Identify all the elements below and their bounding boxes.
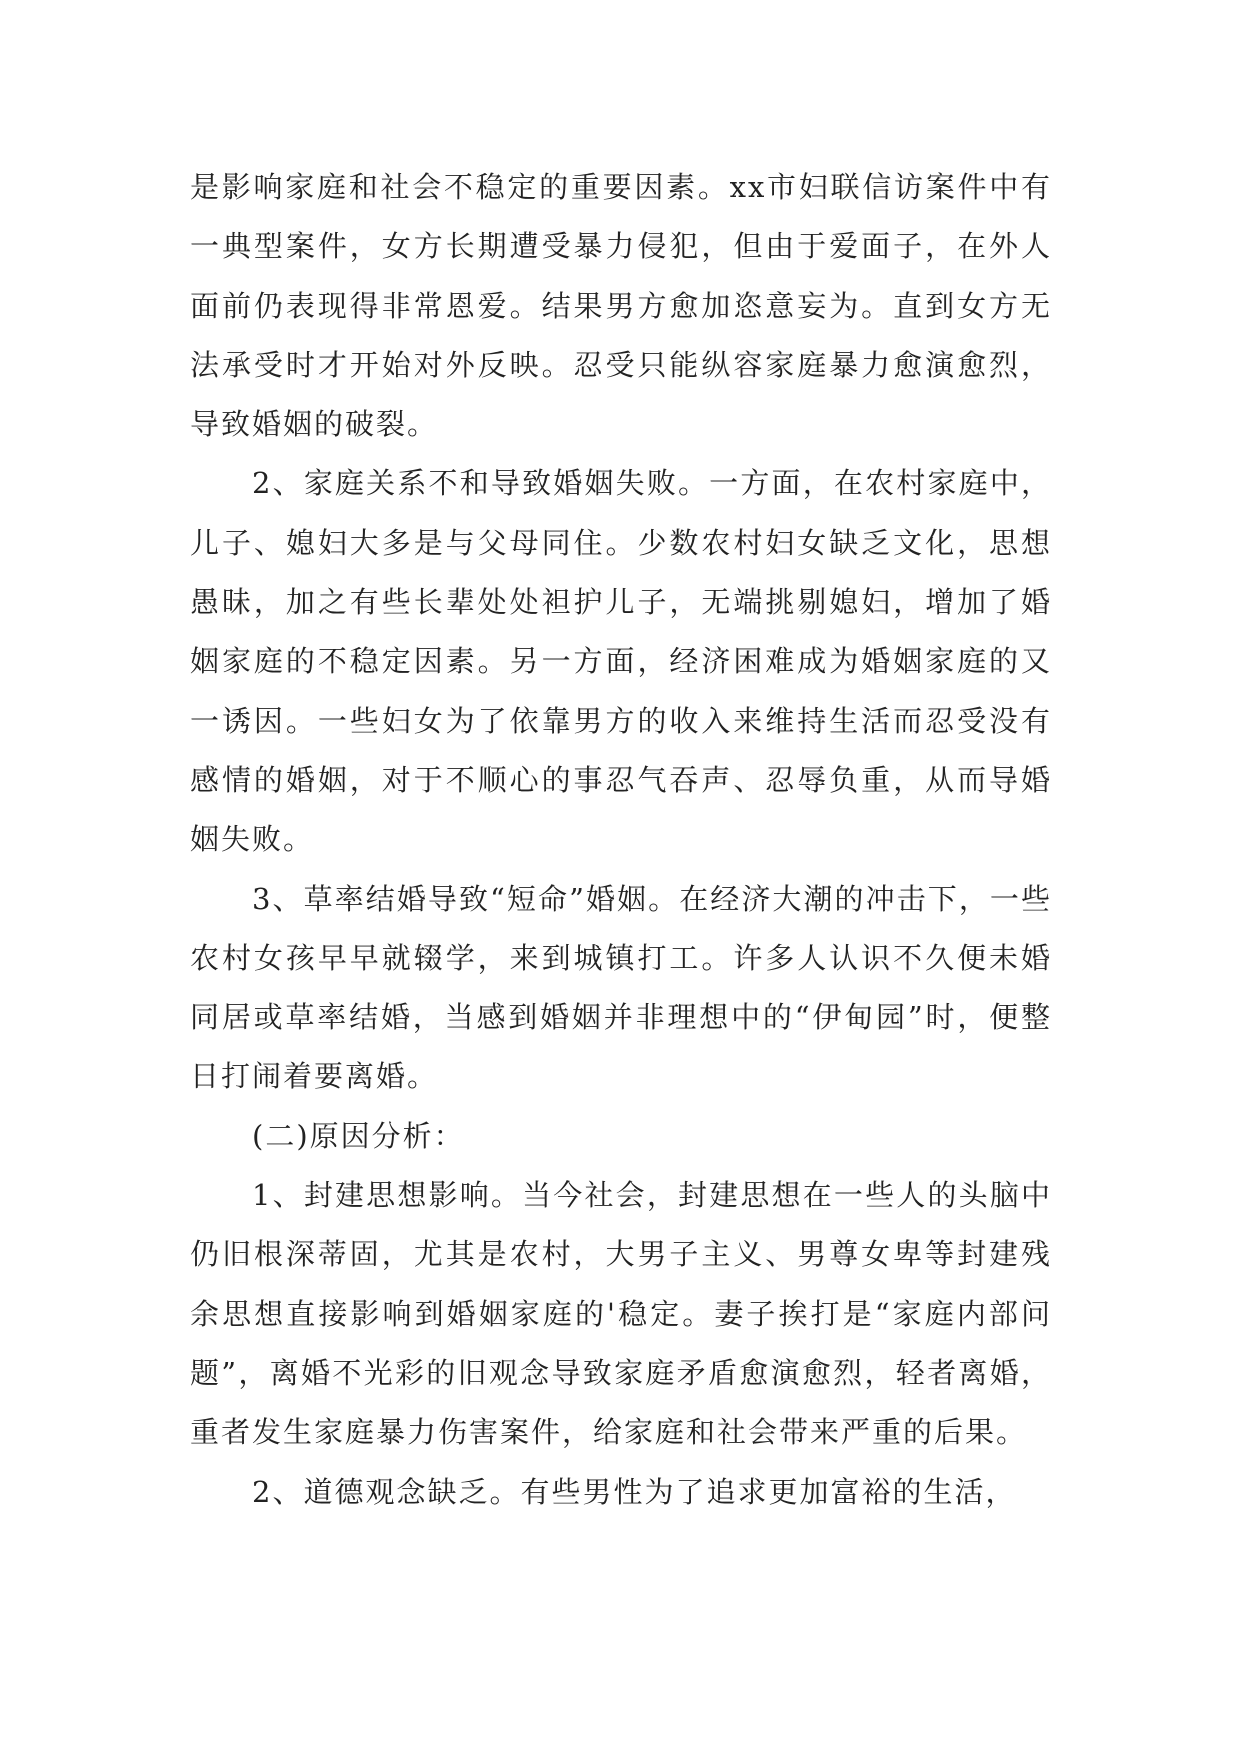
paragraph-moral-concepts: 2、道德观念缺乏。有些男性为了追求更加富裕的生活， [252,1474,1017,1509]
paragraph-family-relations: 2、家庭关系不和导致婚姻失败。一方面，在农村家庭中，儿子、媳妇大多是与父母同住。少数农村妇女缺乏文化，思想愚昧，加之有些长辈处处袒护儿子，无端挑剔媳妇，增加了婚姻家庭的不稳定因素。另一方面，经济困难成为婚姻家庭的又一诱因。一些妇女为了依靠男方的收入来维持生活而忍受没有感情的婚姻，对于不顺心的事忍气吞声、忍辱负重，从而导婚姻失败。 [190,466,1052,857]
paragraph-hasty-marriage: 3、草率结婚导致“短命”婚姻。在经济大潮的冲击下，一些农村女孩早早就辍学，来到城镇打工。许多人认识不久便未婚同居或草率结婚，当感到婚姻并非理想中的“伊甸园”时，便整日打闹着要离婚。 [190,881,1052,1094]
document-body [190,158,1052,1522]
paragraph-feudal-thinking: 1、封建思想影响。当今社会，封建思想在一些人的头脑中仍旧根深蒂固，尤其是农村，大男子主义、男尊女卑等封建残余思想直接影响到婚姻家庭的'稳定。妻子挨打是“家庭内部问题”，离婚不光彩的旧观念导致家庭矛盾愈演愈烈，轻者离婚，重者发生家庭暴力伤害案件，给家庭和社会带来严重的后果。 [190,1178,1052,1450]
paragraph-continuation: 是影响家庭和社会不稳定的重要因素。xx市妇联信访案件中有一典型案件，女方长期遭受暴力侵犯，但由于爱面子，在外人面前仍表现得非常恩爱。结果男方愈加恣意妄为。直到女方无法承受时才开始对外反映。忍受只能纵容家庭暴力愈演愈烈，导致婚姻的破裂。 [190,170,1052,442]
section-heading-cause-analysis: (二)原因分析： [252,1118,465,1153]
